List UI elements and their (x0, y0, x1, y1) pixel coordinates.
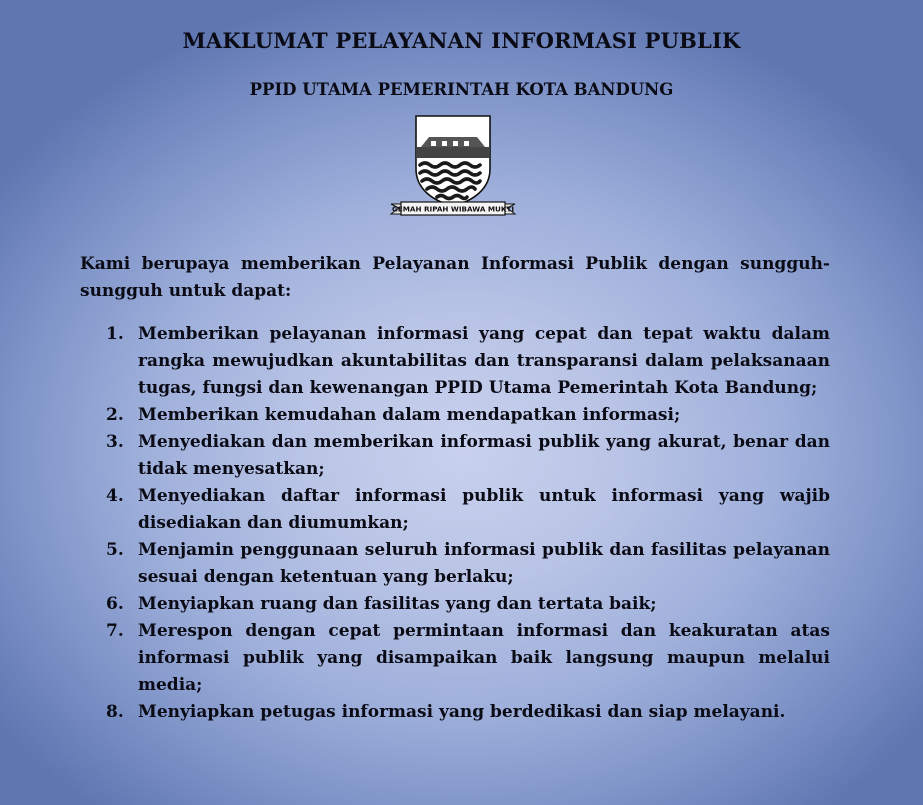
list-item-text: Menyediakan daftar informasi publik untuk informasi yang wajib disediakan dan diumumkan; (138, 486, 830, 533)
list-item-number: 4. (106, 486, 124, 506)
list-item-text: Merespon dengan cepat permintaan informasi dan keakuratan atas informasi publik yang disampaikan baik langsung maupun melalui media; (138, 621, 830, 695)
emblem-motto: GEMAH RIPAH WIBAWA MUKTI (391, 204, 515, 214)
list-item-text: Menyediakan dan memberikan informasi publik yang akurat, benar dan tidak menyesatkan; (138, 432, 830, 479)
list-item-text: Menjamin penggunaan seluruh informasi publik dan fasilitas pelayanan sesuai dengan ketentuan yang berlaku; (138, 540, 830, 587)
list-item (106, 321, 830, 402)
intro-paragraph: Kami berupaya memberikan Pelayanan Informasi Publik dengan sungguh-sungguh untuk dapat: (80, 254, 830, 301)
list-item-number: 2. (106, 405, 124, 425)
list-item (106, 483, 830, 537)
list-item (106, 618, 830, 699)
list-item (106, 429, 830, 483)
list-item-number: 7. (106, 621, 124, 641)
document-title: MAKLUMAT PELAYANAN INFORMASI PUBLIK (182, 28, 741, 53)
list-item-text: Memberikan pelayanan informasi yang cepat dan tepat waktu dalam rangka mewujudkan akuntabilitas dan transparansi dalam pelaksanaan tugas, fungsi dan kewenangan PPID Utama Pemerintah Kota Bandung; (138, 324, 830, 398)
bandung-coat-of-arms-icon (387, 113, 519, 221)
document-subtitle: PPID UTAMA PEMERINTAH KOTA BANDUNG (249, 80, 674, 99)
list-item-number: 6. (106, 594, 124, 614)
list-item-text: Menyiapkan petugas informasi yang berdedikasi dan siap melayani. (138, 702, 786, 722)
list-item (106, 402, 830, 429)
list-item-text: Menyiapkan ruang dan fasilitas yang dan tertata baik; (138, 594, 657, 614)
list-item-text: Memberikan kemudahan dalam mendapatkan informasi; (138, 405, 681, 425)
list-item (106, 591, 830, 618)
list-item-number: 3. (106, 432, 124, 452)
list-item (106, 537, 830, 591)
list-item-number: 5. (106, 540, 124, 560)
commitment-list (106, 321, 830, 726)
list-item-number: 8. (106, 702, 124, 722)
list-item-number: 1. (106, 324, 124, 344)
list-item (106, 699, 830, 726)
